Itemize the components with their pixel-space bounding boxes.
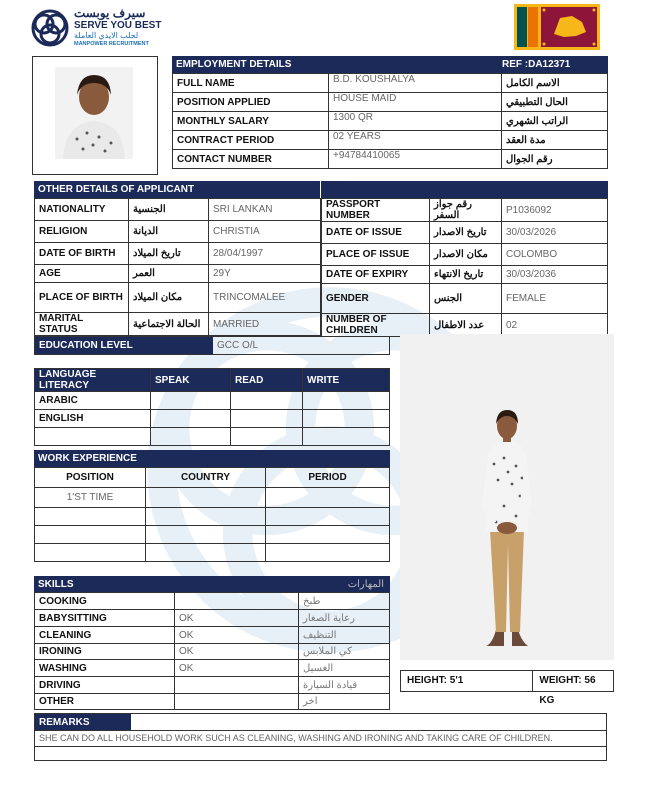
field-value: TRINCOMALEE [209, 283, 321, 313]
speak-cell [151, 392, 231, 410]
work-period [266, 488, 390, 508]
language-name [35, 428, 151, 446]
field-value: 30/03/2036 [502, 266, 608, 284]
field-label-arabic: الحال التطبيقي [502, 93, 608, 112]
column-header: POSITION [35, 468, 146, 488]
field-label-arabic: الاسم الكامل [502, 74, 608, 93]
field-value: 29Y [209, 265, 321, 283]
field-label-arabic: مدة العقد [502, 131, 608, 150]
field-label-arabic: مكان الاصدار [430, 244, 502, 266]
work-experience-header: WORK EXPERIENCE [34, 450, 390, 467]
write-cell [303, 410, 390, 428]
table-row [322, 266, 608, 284]
speak-cell [151, 410, 231, 428]
field-label: FULL NAME [173, 74, 329, 93]
table-row [322, 244, 608, 266]
skill-value: OK [175, 627, 299, 644]
field-label-arabic: الراتب الشهري [502, 112, 608, 131]
sri-lanka-flag-icon [514, 4, 600, 50]
skill-name: COOKING [35, 593, 175, 610]
skills-header [34, 576, 390, 592]
skill-value: OK [175, 610, 299, 627]
remarks-divider [35, 730, 606, 731]
write-cell [303, 428, 390, 446]
field-label-arabic: عدد الاطفال [430, 314, 502, 337]
skill-name-arabic: التنظيف [299, 627, 390, 644]
column-header: PERIOD [266, 468, 390, 488]
work-position [35, 544, 146, 562]
work-period [266, 526, 390, 544]
field-value: COLOMBO [502, 244, 608, 266]
work-position: 1'ST TIME [35, 488, 146, 508]
field-label: CONTACT NUMBER [173, 150, 329, 169]
table-row [173, 112, 608, 131]
field-label-arabic: الحالة الاجتماعية [129, 313, 209, 336]
table-row [35, 199, 321, 221]
remarks-box [34, 713, 607, 761]
field-label: CONTRACT PERIOD [173, 131, 329, 150]
column-header: WRITE [303, 369, 390, 392]
field-value: 30/03/2026 [502, 222, 608, 244]
field-label-arabic: رقم جواز السفر [430, 199, 502, 222]
table-row [35, 644, 390, 660]
body-measurements [400, 670, 614, 706]
table-row [322, 199, 608, 222]
skills-title-arabic: المهارات [347, 578, 384, 590]
table-row [35, 392, 390, 410]
skill-value: OK [175, 644, 299, 660]
field-value: P1036092 [502, 199, 608, 222]
field-label: PASSPORT NUMBER [322, 199, 430, 222]
language-name: ARABIC [35, 392, 151, 410]
field-value: 1300 QR [329, 112, 502, 131]
table-row [35, 243, 321, 265]
skill-name-arabic: الغسيل [299, 660, 390, 677]
skills-title: SKILLS [38, 578, 74, 590]
brand-sub-arabic: لجلب الايدي العاملة [74, 31, 139, 40]
table-row [322, 222, 608, 244]
skill-name: BABYSITTING [35, 610, 175, 627]
brand-name: SERVE YOU BEST [74, 20, 162, 31]
work-country [146, 544, 266, 562]
table-header-row [35, 369, 390, 392]
skill-value: OK [175, 660, 299, 677]
field-label: NATIONALITY [35, 199, 129, 221]
field-value: 02 YEARS [329, 131, 502, 150]
field-value: 02 [502, 314, 608, 337]
field-label-arabic: تاريخ الاصدار [430, 222, 502, 244]
work-period [266, 544, 390, 562]
field-value: +94784410065 [329, 150, 502, 169]
field-label-arabic: رقم الجوال [502, 150, 608, 169]
table-row [35, 508, 390, 526]
table-row [35, 410, 390, 428]
other-details-header [34, 181, 608, 198]
company-logo [30, 6, 180, 50]
remarks-divider [35, 746, 606, 747]
table-row [35, 677, 390, 694]
field-label: AGE [35, 265, 129, 283]
full-body-photo [400, 334, 614, 660]
field-label: POSITION APPLIED [173, 93, 329, 112]
field-label: DATE OF ISSUE [322, 222, 430, 244]
portrait-photo [55, 67, 133, 159]
field-label: GENDER [322, 284, 430, 314]
table-row [35, 593, 390, 610]
table-row [173, 74, 608, 93]
column-header: COUNTRY [146, 468, 266, 488]
field-label-arabic: مكان الميلاد [129, 283, 209, 313]
skills-table [34, 592, 390, 710]
field-value: HOUSE MAID [329, 93, 502, 112]
portrait-photo-frame [32, 56, 158, 175]
column-header: SPEAK [151, 369, 231, 392]
skill-name: DRIVING [35, 677, 175, 694]
field-label: DATE OF EXPIRY [322, 266, 430, 284]
skill-name: CLEANING [35, 627, 175, 644]
work-country [146, 526, 266, 544]
language-name: ENGLISH [35, 410, 151, 428]
field-value: B.D. KOUSHALYA [329, 74, 502, 93]
table-row [173, 93, 608, 112]
column-header: LANGUAGE LITERACY [35, 369, 151, 392]
read-cell [231, 392, 303, 410]
skill-name: WASHING [35, 660, 175, 677]
brand-sub: MANPOWER RECRUITMENT [74, 41, 149, 47]
field-value: 28/04/1997 [209, 243, 321, 265]
table-row [35, 526, 390, 544]
write-cell [303, 392, 390, 410]
reference-number: REF :DA12371 [502, 59, 571, 70]
table-header-row [35, 468, 390, 488]
field-label: MONTHLY SALARY [173, 112, 329, 131]
field-label-arabic: الجنس [430, 284, 502, 314]
field-value: FEMALE [502, 284, 608, 314]
field-value: SRI LANKAN [209, 199, 321, 221]
employment-table [172, 73, 608, 169]
logo-emblem-icon [30, 8, 70, 48]
table-row [35, 283, 321, 313]
applicant-details-right [321, 198, 608, 337]
field-label-arabic: تاريخ الانتهاء [430, 266, 502, 284]
work-country [146, 488, 266, 508]
table-row [35, 221, 321, 243]
weight-value: WEIGHT: 56 KG [539, 675, 596, 706]
read-cell [231, 410, 303, 428]
skill-name: OTHER [35, 694, 175, 710]
skill-name-arabic: اخر [299, 694, 390, 710]
table-row [35, 265, 321, 283]
field-label-arabic: العمر [129, 265, 209, 283]
work-experience-table [34, 467, 390, 562]
work-position [35, 526, 146, 544]
table-row [173, 131, 608, 150]
field-label: RELIGION [35, 221, 129, 243]
remarks-text: SHE CAN DO ALL HOUSEHOLD WORK SUCH AS CLEANING, WASHING AND IRONING AND TAKING CARE OF CHILDREN. [39, 733, 553, 743]
brand-name-arabic: سيرف يوبست [74, 6, 146, 20]
column-header: READ [231, 369, 303, 392]
height-value: HEIGHT: 5'1 [401, 671, 533, 691]
skill-name: IRONING [35, 644, 175, 660]
table-row [35, 428, 390, 446]
skill-value [175, 694, 299, 710]
read-cell [231, 428, 303, 446]
full-body-photo-frame [400, 334, 614, 660]
other-details-title: OTHER DETAILS OF APPLICANT [38, 184, 195, 195]
skill-name-arabic: رعاية الصغار [299, 610, 390, 627]
field-label: DATE OF BIRTH [35, 243, 129, 265]
table-row [322, 284, 608, 314]
employment-details-header [172, 56, 608, 73]
field-label-arabic: الديانة [129, 221, 209, 243]
education-row [34, 336, 390, 355]
field-label: MARITAL STATUS [35, 313, 129, 336]
skill-value [175, 593, 299, 610]
speak-cell [151, 428, 231, 446]
table-row [35, 488, 390, 508]
field-label: PLACE OF ISSUE [322, 244, 430, 266]
table-row [35, 313, 321, 336]
applicant-details-left [34, 198, 321, 336]
table-row [35, 544, 390, 562]
work-period [266, 508, 390, 526]
education-label: EDUCATION LEVEL [35, 337, 213, 354]
language-table [34, 368, 390, 446]
table-row [35, 610, 390, 627]
skill-name-arabic: طبخ [299, 593, 390, 610]
field-value: MARRIED [209, 313, 321, 336]
table-row [173, 150, 608, 169]
field-label: PLACE OF BIRTH [35, 283, 129, 313]
table-row [35, 660, 390, 677]
work-country [146, 508, 266, 526]
work-position [35, 508, 146, 526]
employment-title: EMPLOYMENT DETAILS [176, 59, 292, 70]
field-label-arabic: تاريخ الميلاد [129, 243, 209, 265]
education-value: GCC O/L [217, 340, 259, 351]
skill-value [175, 677, 299, 694]
table-row [35, 627, 390, 644]
remarks-label: REMARKS [35, 714, 131, 730]
table-row [35, 694, 390, 710]
field-label: NUMBER OF CHILDREN [322, 314, 430, 337]
skill-name-arabic: كي الملابس [299, 644, 390, 660]
field-label-arabic: الجنسية [129, 199, 209, 221]
skill-name-arabic: قيادة السيارة [299, 677, 390, 694]
field-value: CHRISTIA [209, 221, 321, 243]
